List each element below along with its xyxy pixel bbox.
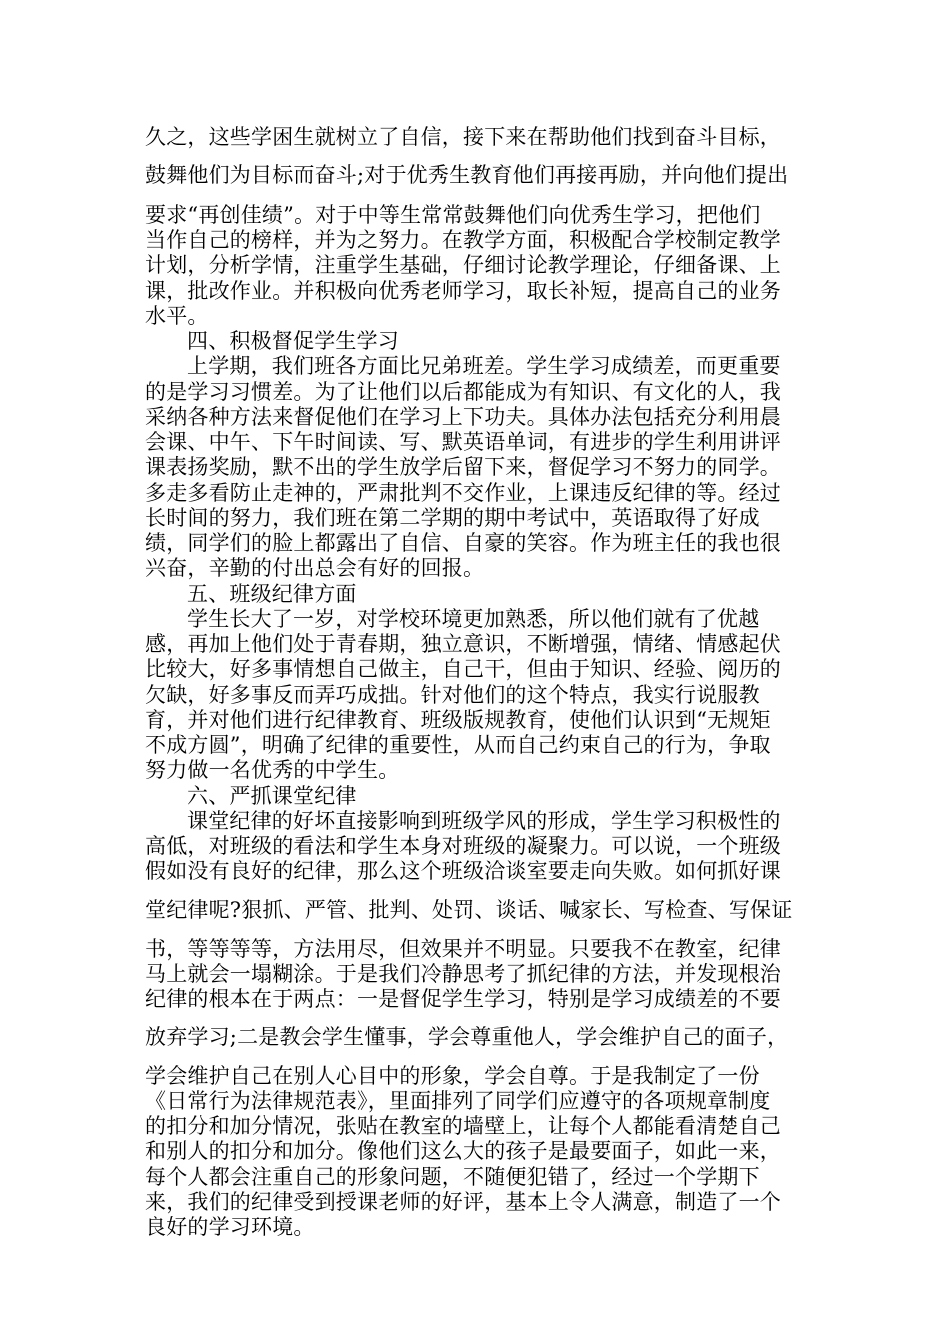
text-line: 努力做一名优秀的中学生。 <box>145 758 400 782</box>
text-line: 课，批改作业。并积极向优秀老师学习，取长补短，提高自己的业务 <box>145 279 781 303</box>
text-line: 学会维护自己在别人心目中的形象，学会自尊。于是我制定了一份 <box>145 1064 760 1088</box>
text-line: 育，并对他们进行纪律教育、班级版规教育，使他们认识到“无规矩 <box>145 708 771 732</box>
text-line: 长时间的努力，我们班在第二学期的期中考试中，英语取得了好成 <box>145 506 760 530</box>
text-line: 高低，对班级的看法和学生本身对班级的凝聚力。可以说，一个班级 <box>145 834 781 858</box>
text-line: 久之，这些学困生就树立了自信，接下来在帮助他们找到奋斗目标， <box>145 125 781 149</box>
section-heading: 六、严抓课堂纪律 <box>187 784 357 808</box>
text-line: 感，再加上他们处于青春期，独立意识，不断增强，情绪、情感起伏 <box>145 632 781 656</box>
text-line: 的扣分和加分情况，张贴在教室的墙壁上，让每个人都能看清楚自己 <box>145 1114 781 1138</box>
text-line: 良好的学习环境。 <box>145 1215 315 1239</box>
text-line: 采纳各种方法来督促他们在学习上下功夫。具体办法包括充分利用晨 <box>145 405 781 429</box>
text-line: 会课、中午、下午时间读、写、默英语单词，有进步的学生利用讲评 <box>145 430 781 454</box>
text-line: 来，我们的纪律受到授课老师的好评，基本上令人满意，制造了一个 <box>145 1190 781 1214</box>
text-line: 纪律的根本在于两点：一是督促学生学习，特别是学习成绩差的不要 <box>145 987 781 1011</box>
section-heading: 五、班级纪律方面 <box>187 582 357 606</box>
text-line: 堂纪律呢?狠抓、严管、批判、处罚、谈话、喊家长、写检查、写保证 <box>145 898 793 922</box>
text-line: 书，等等等等，方法用尽，但效果并不明显。只要我不在教室，纪律 <box>145 937 781 961</box>
text-line: 上学期，我们班各方面比兄弟班差。学生学习成绩差，而更重要 <box>187 354 781 378</box>
text-line: 比较大，好多事情想自己做主，自己干，但由于知识、经验、阅历的 <box>145 657 781 681</box>
text-line: 放弃学习;二是教会学生懂事，学会尊重他人，学会维护自己的面子， <box>145 1025 789 1049</box>
text-line: 计划，分析学情，注重学生基础，仔细讨论教学理论，仔细备课、上 <box>145 253 781 277</box>
text-line: 学生长大了一岁，对学校环境更加熟悉，所以他们就有了优越 <box>187 607 760 631</box>
text-line: 水平。 <box>145 304 209 328</box>
text-line: 绩，同学们的脸上都露出了自信、自豪的笑容。作为班主任的我也很 <box>145 531 781 555</box>
text-line: 每个人都会注重自己的形象问题，不随便犯错了，经过一个学期下 <box>145 1165 760 1189</box>
text-line: 欠缺，好多事反而弄巧成拙。针对他们的这个特点，我实行说服教 <box>145 683 760 707</box>
text-line: 要求“再创佳绩”。对于中等生常常鼓舞他们向优秀生学习，把他们 <box>145 203 761 227</box>
text-line: 的是学习习惯差。为了让他们以后都能成为有知识、有文化的人，我 <box>145 380 781 404</box>
text-line: 假如没有良好的纪律，那么这个班级洽谈室要走向失败。如何抓好课 <box>145 859 781 883</box>
section-heading: 四、积极督促学生学习 <box>187 329 399 353</box>
text-line: 《日常行为法律规范表》，里面排列了同学们应遵守的各项规章制度 <box>145 1089 771 1113</box>
text-line: 课堂纪律的好坏直接影响到班级学风的形成，学生学习积极性的 <box>187 809 781 833</box>
text-line: 马上就会一塌糊涂。于是我们冷静思考了抓纪律的方法，并发现根治 <box>145 962 781 986</box>
text-line: 不成方圆”，明确了纪律的重要性，从而自己约束自己的行为，争取 <box>145 733 771 757</box>
text-line: 鼓舞他们为目标而奋斗;对于优秀生教育他们再接再励，并向他们提出 <box>145 163 789 187</box>
text-line: 兴奋，辛勤的付出总会有好的回报。 <box>145 556 485 580</box>
text-line: 多走多看防止走神的，严肃批判不交作业，上课违反纪律的等。经过 <box>145 481 781 505</box>
text-line: 课表扬奖励，默不出的学生放学后留下来，督促学习不努力的同学。 <box>145 455 781 479</box>
text-line: 当作自己的榜样，并为之努力。在教学方面，积极配合学校制定教学 <box>145 228 781 252</box>
text-line: 和别人的扣分和加分。像他们这么大的孩子是最要面子，如此一来， <box>145 1139 781 1163</box>
